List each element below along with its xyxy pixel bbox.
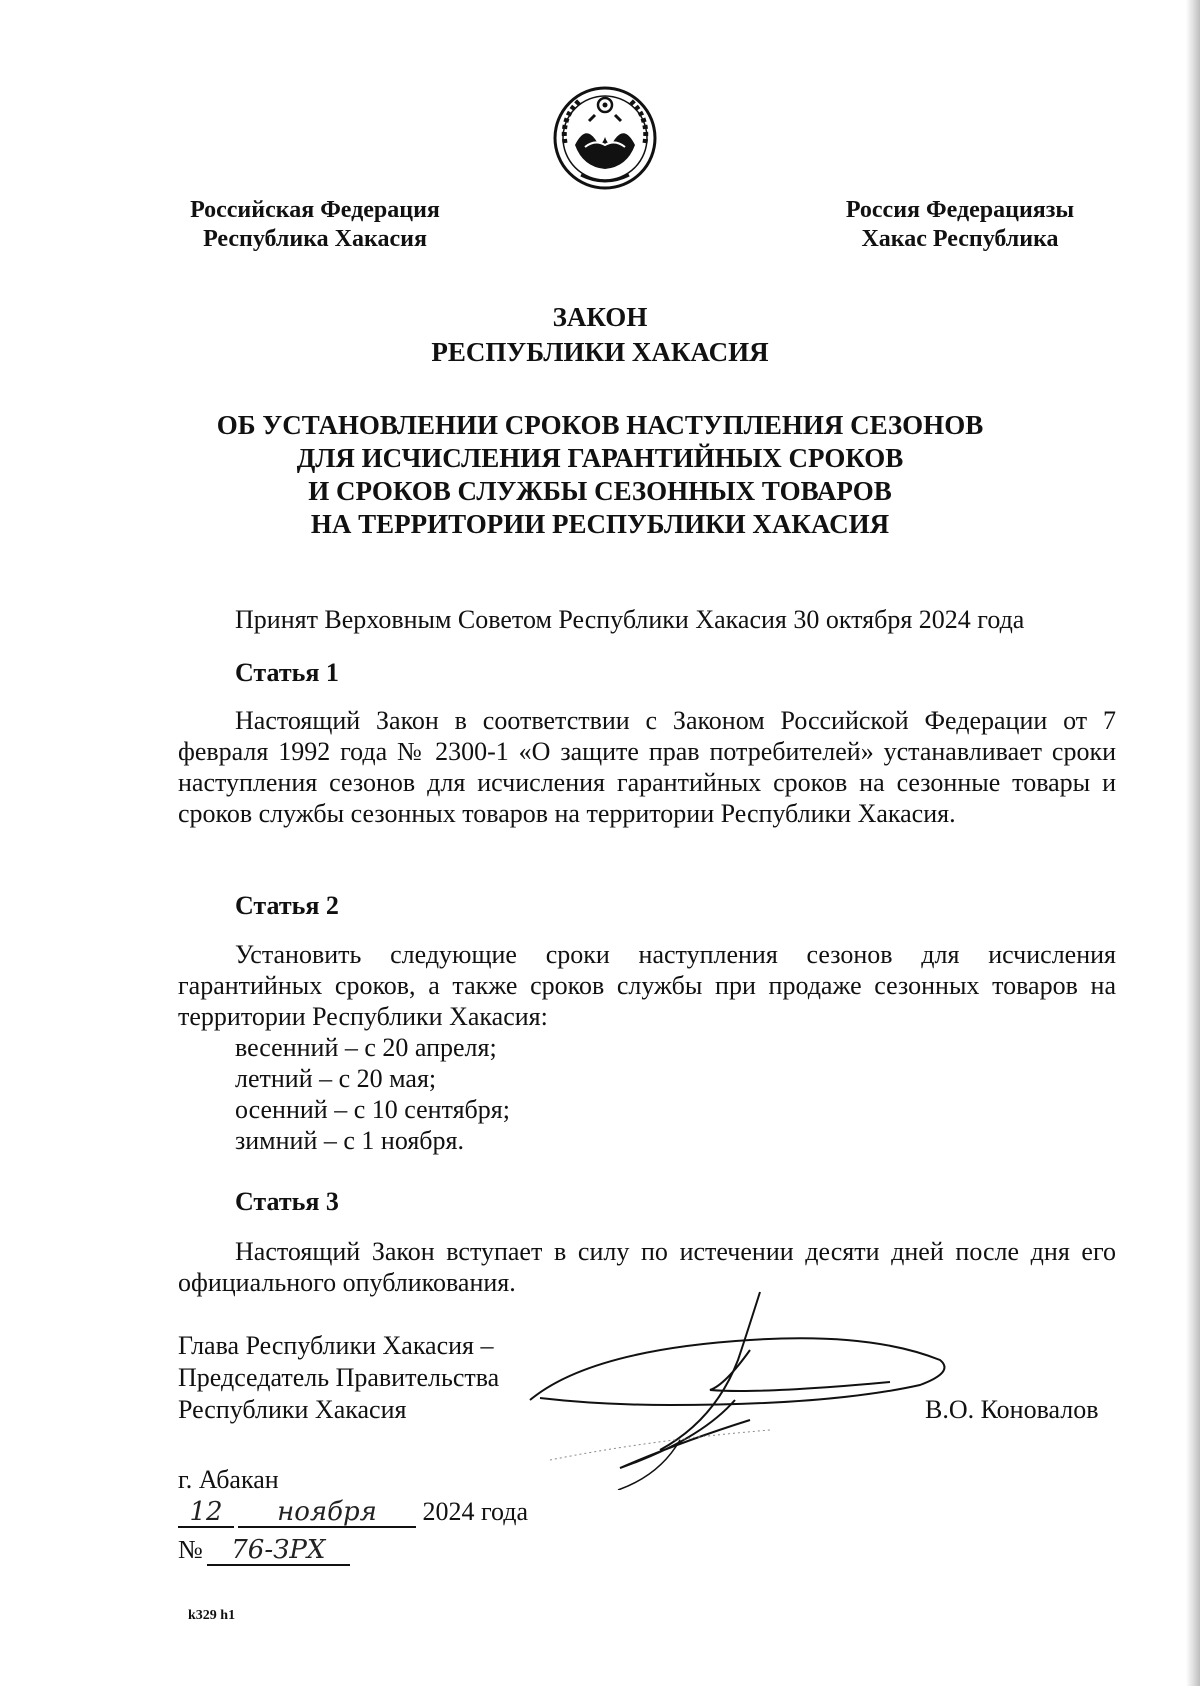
law-title	[0, 300, 1200, 370]
handwritten-day: 12	[178, 1498, 234, 1528]
handwritten-month: ноября	[238, 1498, 416, 1528]
header-left	[170, 196, 460, 254]
subject-line: И СРОКОВ СЛУЖБЫ СЕЗОННЫХ ТОВАРОВ	[308, 476, 892, 506]
law-title-line1: ЗАКОН	[552, 302, 648, 332]
season-item-autumn: осенний – с 10 сентября;	[235, 1095, 510, 1124]
header-right-line1: Россия Федерациязы	[845, 197, 1075, 223]
article-1-text: Настоящий Закон в соответствии с Законом Российской Федерации от 7 февраля 1992 года № 2300-1 «О защите прав потребителей» устанавливает сроки наступления сезонов для исчисления гарантийных сроков на сезонные товары и сроков службы сезонных товаров на территории Республики Хакасия.	[178, 706, 1116, 828]
article-2-text: Установить следующие сроки наступления сезонов для исчисления гарантийных сроков, а также сроков службы при продаже сезонных товаров на территории Республики Хакасия:	[178, 940, 1116, 1031]
position-line3: Республики Хакасия	[178, 1395, 407, 1424]
position-line2: Председатель Правительства	[178, 1363, 500, 1392]
article-3-heading: Статья 3	[235, 1187, 339, 1216]
place: г. Абакан	[178, 1465, 279, 1494]
header-left-line2: Республика Хакасия	[203, 226, 427, 252]
adoption-note: Принят Верховным Советом Республики Хакасия 30 октября 2024 года	[235, 605, 1025, 634]
number-prefix: №	[178, 1535, 203, 1564]
article-2-heading: Статья 2	[235, 891, 339, 920]
law-subject	[0, 409, 1200, 541]
scan-edge	[1186, 0, 1200, 1686]
subject-line: НА ТЕРРИТОРИИ РЕСПУБЛИКИ ХАКАСИЯ	[310, 509, 890, 539]
handwritten-signature	[510, 1290, 970, 1490]
article-3-body	[178, 1236, 1116, 1298]
article-1-heading: Статья 1	[235, 658, 339, 687]
season-list	[235, 1032, 510, 1156]
header-right	[825, 196, 1095, 254]
season-item-summer: летний – с 20 мая;	[235, 1064, 437, 1093]
handwritten-number: 76-ЗРХ	[207, 1536, 350, 1566]
subject-line: ДЛЯ ИСЧИСЛЕНИЯ ГАРАНТИЙНЫХ СРОКОВ	[296, 443, 904, 473]
article-1-body	[178, 705, 1116, 829]
law-number	[178, 1535, 350, 1566]
document-code: k329 h1	[188, 1608, 236, 1623]
date-year: 2024 года	[422, 1497, 529, 1526]
subject-line: ОБ УСТАНОВЛЕНИИ СРОКОВ НАСТУПЛЕНИЯ СЕЗОНОВ	[216, 410, 984, 440]
article-2-body	[178, 939, 1116, 1032]
coat-of-arms-emblem	[551, 83, 659, 193]
header-left-line1: Российская Федерация	[190, 197, 440, 223]
signatory-position	[178, 1330, 499, 1426]
header-right-line2: Хакас Республика	[861, 226, 1059, 252]
signing-date	[178, 1497, 528, 1528]
signer-name: В.О. Коновалов	[925, 1395, 1099, 1424]
season-item-spring: весенний – с 20 апреля;	[235, 1033, 497, 1062]
law-title-line2: РЕСПУБЛИКИ ХАКАСИЯ	[431, 337, 769, 367]
article-3-text: Настоящий Закон вступает в силу по истечении десяти дней после дня его официального опубликования.	[178, 1237, 1116, 1297]
season-item-winter: зимний – с 1 ноября.	[235, 1126, 464, 1155]
position-line1: Глава Республики Хакасия –	[178, 1331, 494, 1360]
